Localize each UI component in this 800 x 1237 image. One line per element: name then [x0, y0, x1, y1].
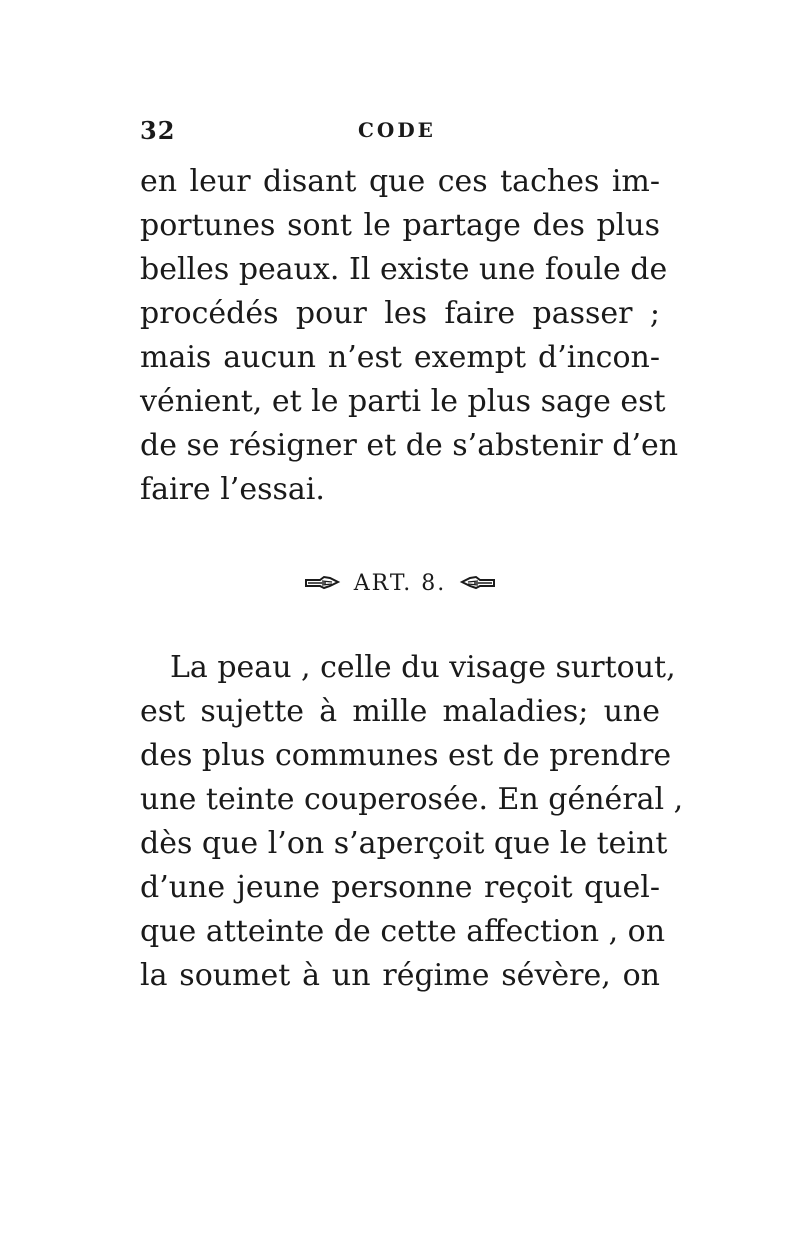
paragraph-2	[140, 646, 684, 998]
article-heading	[140, 566, 660, 600]
text-line: des plus communes est de prendre	[140, 738, 672, 773]
text-line: La peau , celle du visage surtout,	[170, 650, 676, 685]
text-line: de se résigner et de s’abstenir d’en	[140, 428, 679, 463]
text-line: vénient, et le parti le plus sage est	[140, 384, 666, 419]
running-head	[140, 116, 660, 146]
text-line: que atteinte de cette affection , on	[140, 914, 666, 949]
hand-pointing-right-icon	[304, 573, 342, 593]
paragraph-1	[140, 160, 679, 512]
running-title: CODE	[358, 118, 436, 142]
text-line: belles peaux. Il existe une foule de	[140, 252, 668, 287]
text-line: la soumet à un régime sévère, on	[140, 958, 660, 993]
text-line: dès que l’on s’aperçoit que le teint	[140, 826, 668, 861]
text-line: procédés pour les faire passer ;	[140, 296, 660, 331]
text-line: faire l’essai.	[140, 472, 325, 507]
hand-pointing-left-icon	[458, 573, 496, 593]
text-line: en leur disant que ces taches im-	[140, 164, 660, 199]
article-label: ART. 8.	[353, 570, 447, 596]
text-line: mais aucun n’est exempt d’incon-	[140, 340, 660, 375]
text-line: d’une jeune personne reçoit quel-	[140, 870, 660, 905]
text-line: est sujette à mille maladies; une	[140, 694, 660, 729]
text-line: portunes sont le partage des plus	[140, 208, 660, 243]
text-line: une teinte couperosée. En général ,	[140, 782, 684, 817]
page-number: 32	[140, 116, 176, 145]
